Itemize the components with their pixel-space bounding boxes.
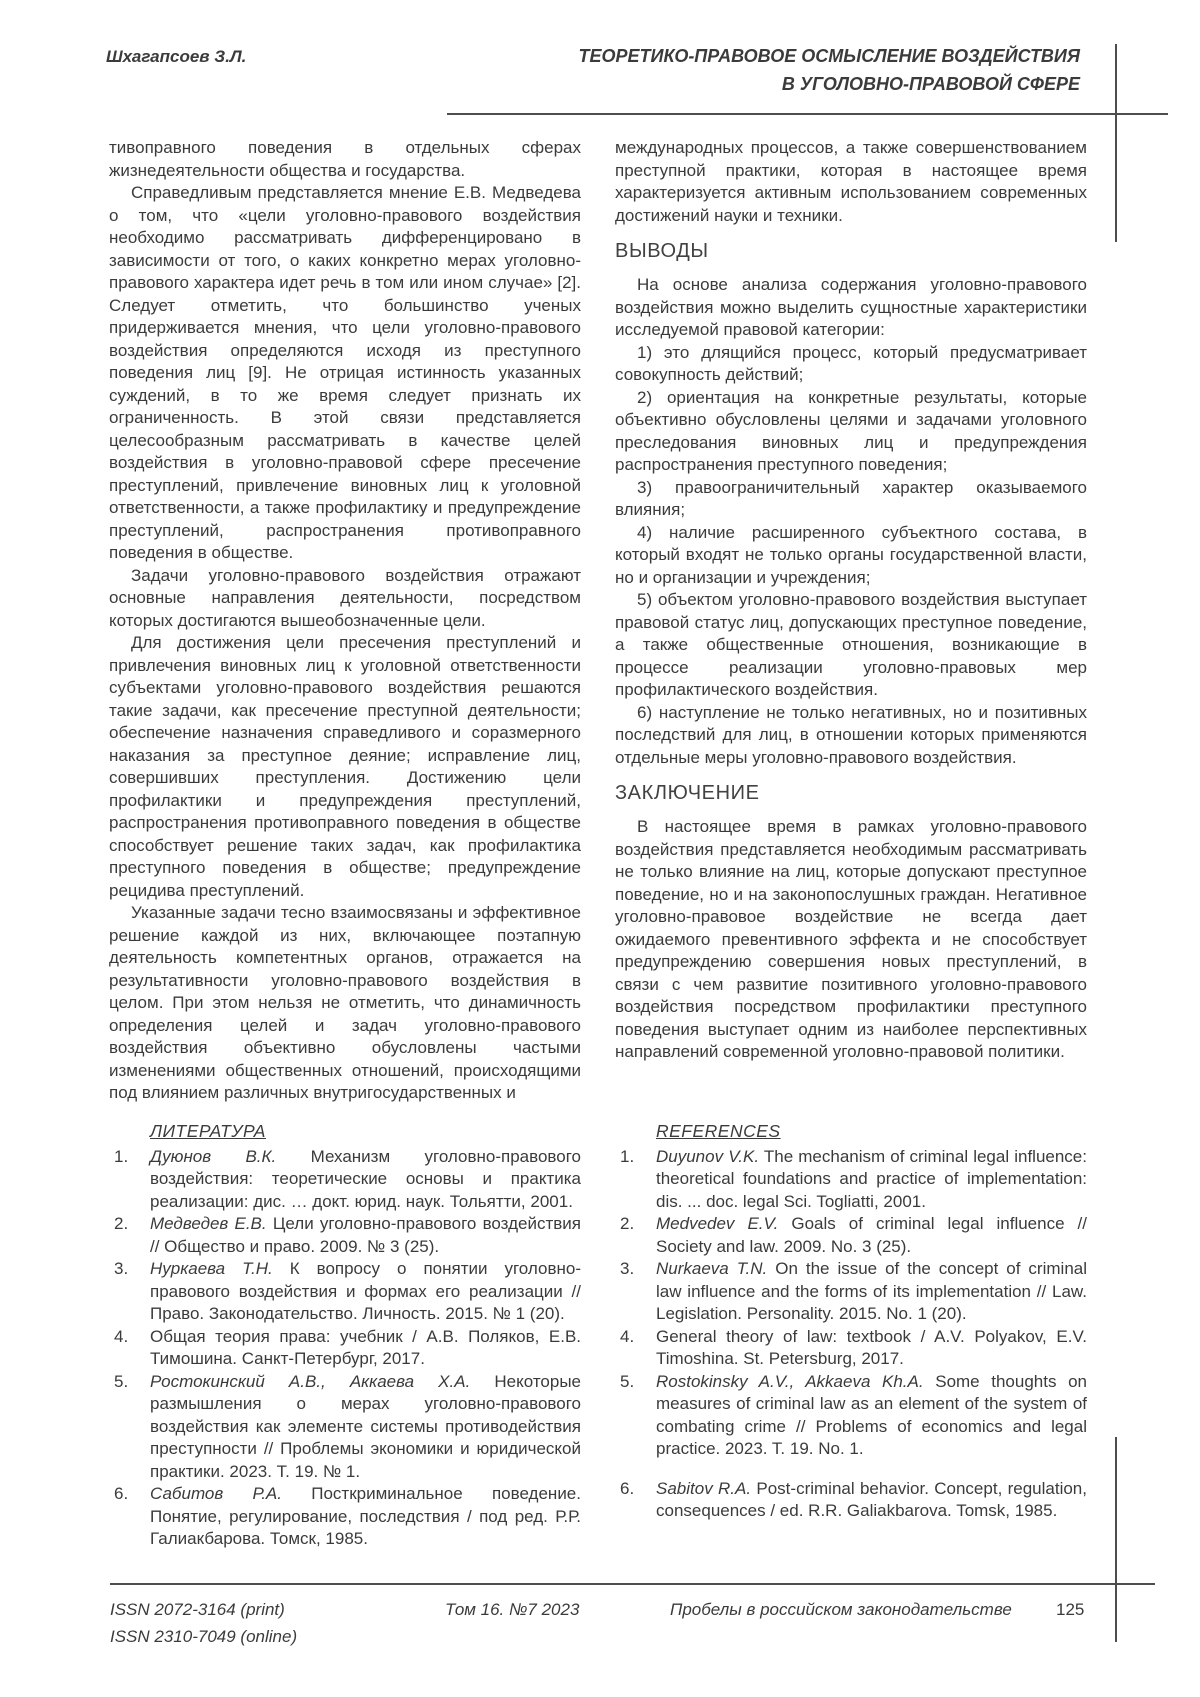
- reference-author: Medvedev E.V.: [656, 1214, 779, 1233]
- list-item: 3) правоограничительный характер оказываемого влияния;: [615, 477, 1087, 519]
- issn-print: ISSN 2072-3164 (print): [110, 1600, 285, 1619]
- footer-issn: [110, 1596, 297, 1650]
- reference-number: 5.: [114, 1371, 129, 1391]
- article-right-column: [615, 137, 1087, 1120]
- reference-text: On the issue of the concept of criminal law influence and the forms of its implementation // Law. Legislation. Personality. 2015. No. 1 (20).: [656, 1259, 1087, 1323]
- reference-text: Общая теория права: учебник / А.В. Поляков, Е.В. Тимошина. Санкт-Петербург, 2017.: [150, 1326, 581, 1368]
- footer-rule: [110, 1583, 1155, 1585]
- reference-author: Rostokinsky A.V., Akkaeva Kh.A.: [656, 1371, 924, 1391]
- list-item: 1) это длящийся процесс, который предусматривает совокупность действий;: [615, 342, 1087, 384]
- margin-mark-bottom: [1115, 1437, 1117, 1642]
- reference-text: Некоторые размышления о мерах уголовно-правового воздействия как элементе системы противодействия преступности // Проблемы экономики и юридической практики. 2023. Т. 19. № 1.: [150, 1371, 582, 1481]
- reference-author: Медведев Е.В.: [150, 1214, 267, 1233]
- reference-number: 5.: [620, 1371, 635, 1391]
- reference-number: 3.: [620, 1259, 635, 1278]
- reference-author: Sabitov R.A.: [656, 1478, 752, 1498]
- header-author: Шхагапсоев З.Л.: [106, 47, 247, 66]
- reference-text: Goals of criminal legal influence // Society and law. 2009. No. 3 (25).: [656, 1214, 1087, 1256]
- reference-item: [109, 1258, 581, 1326]
- reference-number: 4.: [114, 1326, 129, 1346]
- reference-number: 1.: [620, 1146, 635, 1166]
- reference-text: Some thoughts on measures of criminal law as an element of the system of combating crime // Problems of economics and legal practice. 2023. T. 19. No. 1.: [656, 1371, 1087, 1458]
- reference-text: Посткриминальное поведение. Понятие, регулирование, последствия / под ред. Р.Р. Галиакбарова. Томск, 1985.: [150, 1484, 581, 1548]
- reference-item: [615, 1213, 1087, 1258]
- header-title-line1: ТЕОРЕТИКО-ПРАВОВОЕ ОСМЫСЛЕНИЕ ВОЗДЕЙСТВИЯ: [578, 46, 1080, 66]
- paragraph: Для достижения цели пресечения преступлений и привлечения виновных лиц к уголовной ответственности субъектами уголовно-правового воздействия решаются такие задачи, как пресечение преступной деятельности; обеспечение назначения справедливого и соразмерного наказания за преступное деяние; исправление лиц, совершивших преступления. Достижению цели профилактики и предупреждения преступлений, распространения противоправного поведения в обществе способствует решение таких задач, как профилактика преступного поведения в обществе; предупреждение рецидива преступлений.: [109, 633, 581, 900]
- list-item: 5) объектом уголовно-правового воздействия выступает правовой статус лиц, допускающих преступное поведение, а также общественные отношения, возникающие в процессе реализации уголовно-правовых мер профилактического воздействия.: [615, 590, 1087, 699]
- reference-author: Nurkaeva T.N.: [656, 1259, 768, 1278]
- reference-number: 2.: [114, 1214, 129, 1233]
- margin-mark-top: [1115, 44, 1117, 242]
- section-heading-final: ЗАКЛЮЧЕНИЕ: [615, 782, 760, 804]
- list-item: 4) наличие расширенного субъектного состава, в который входят не только органы государственной власти, но и организации и учреждения;: [615, 522, 1087, 587]
- bibliography-ru: [109, 1120, 581, 1551]
- bibliography-en: [615, 1120, 1087, 1523]
- reference-author: Duyunov V.K.: [656, 1146, 760, 1166]
- list-item: 2) ориентация на конкретные результаты, которые объективно обусловлены целями и задачами уголовного преследования виновных лиц и предупреждения распространения преступного поведения;: [615, 387, 1087, 474]
- list-item: 6) наступление не только негативных, но и позитивных последствий для лиц, в отношении которых применяются отдельные меры уголовно-правового воздействия.: [615, 702, 1087, 767]
- reference-text: Механизм уголовно-правового воздействия: теоретические основы и практика реализации: дис. … докт. юрид. наук. Тольятти, 2001.: [150, 1146, 581, 1211]
- journal-name: Пробелы в российском законодательстве: [670, 1600, 1012, 1619]
- reference-number: 6.: [620, 1478, 635, 1498]
- paragraph: Задачи уголовно-правового воздействия отражают основные направления деятельности, посредством которых достигаются вышеобозначенные цели.: [109, 565, 581, 630]
- volume-issue: Том 16. №7 2023: [445, 1600, 580, 1619]
- reference-item: [615, 1326, 1087, 1371]
- reference-number: 6.: [114, 1484, 129, 1503]
- paragraph: В настоящее время в рамках уголовно-правового воздействия представляется необходимым рассматривать не только влияние на лиц, которые допускают преступное поведение, но и на законопослушных граждан. Негативное уголовно-правовое воздействие не всегда дает ожидаемого превентивного эффекта и не способствует предупреждению совершения новых преступлений, в связи с чем развитие позитивного уголовно-правового воздействия посредством профилактики преступного поведения выступает одним из наиболее перспективных направлений современной уголовно-правовой политики.: [615, 817, 1087, 1061]
- reference-item: [109, 1371, 581, 1484]
- page-number: 125: [1056, 1600, 1085, 1619]
- reference-item: [615, 1258, 1087, 1326]
- reference-item: [109, 1326, 581, 1371]
- section-heading-conclusions: ВЫВОДЫ: [615, 240, 709, 262]
- reference-author: Ростокинский А.В., Аккаева Х.А.: [150, 1371, 471, 1391]
- reference-text: Post-criminal behavior. Concept, regulation, consequences / ed. R.R. Galiakbarova. Tomsk, 1985.: [656, 1478, 1087, 1520]
- reference-author: Нуркаева Т.Н.: [150, 1259, 273, 1278]
- paragraph: Справедливым представляется мнение Е.В. Медведева о том, что «цели уголовно-правового воздействия необходимо рассматривать дифференцировано в зависимости от того, о каких конкретно мерах уголовно-правового характера идет речь в том или ином случае» [2]. Следует отметить, что большинство ученых придерживается мнения, что цели уголовно-правового воздействия определяются исходя из преступного поведения лиц [9]. Не отрицая истинность указанных суждений, в то же время следует признать их ограниченность. В этой связи представляется целесообразным рассматривать в качестве целей воздействия в уголовно-правовой сфере пресечение преступлений, привлечение виновных лиц к уголовной ответственности, а также профилактику и предупреждение преступлений, распространения противоправного поведения в обществе.: [109, 183, 581, 562]
- reference-item: [615, 1478, 1087, 1523]
- paragraph: Указанные задачи тесно взаимосвязаны и эффективное решение каждой из них, включающее поэтапную деятельность компетентных органов, отражается на результативности уголовно-правового воздействия в целом. При этом нельзя не отметить, что динамичность определения целей и задач уголовно-правового воздействия объективно обусловлены частыми изменениями общественных отношений, происходящими под влиянием различных внутригосударственных и: [109, 903, 581, 1102]
- reference-text: К вопросу о понятии уголовно-правового воздействия и формах его реализации // Право. Законодательство. Личность. 2015. № 1 (20).: [150, 1259, 581, 1323]
- reference-number: 3.: [114, 1259, 129, 1278]
- reference-text: Цели уголовно-правового воздействия // Общество и право. 2009. № 3 (25).: [150, 1214, 581, 1256]
- reference-text: General theory of law: textbook / A.V. Polyakov, E.V. Timoshina. St. Petersburg, 2017.: [656, 1326, 1087, 1368]
- header-rule: [447, 113, 1168, 115]
- reference-item: [615, 1146, 1087, 1214]
- reference-author: Сабитов Р.А.: [150, 1484, 282, 1503]
- reference-item: [615, 1371, 1087, 1461]
- issn-online: ISSN 2310-7049 (online): [110, 1627, 298, 1646]
- bibliography-title-en: REFERENCES: [656, 1121, 781, 1141]
- reference-number: 2.: [620, 1214, 635, 1233]
- reference-item: [109, 1483, 581, 1551]
- header-title-line2: В УГОЛОВНО-ПРАВОВОЙ СФЕРЕ: [781, 74, 1080, 94]
- paragraph: тивоправного поведения в отдельных сферах жизнедеятельности общества и государства.: [109, 138, 581, 180]
- reference-item: [109, 1213, 581, 1258]
- paragraph: международных процессов, а также совершенствованием преступной практики, которая в настоящее время характеризуется активным использованием современных достижений науки и техники.: [615, 138, 1087, 225]
- reference-author: Дуюнов В.К.: [150, 1146, 277, 1166]
- article-left-column: [109, 137, 581, 1120]
- reference-number: 1.: [114, 1146, 129, 1166]
- bibliography-title-ru: ЛИТЕРАТУРА: [150, 1121, 266, 1141]
- paragraph: На основе анализа содержания уголовно-правового воздействия можно выделить сущностные характеристики исследуемой правовой категории:: [615, 275, 1087, 339]
- reference-item: [109, 1146, 581, 1214]
- header-article-title: [440, 42, 1080, 98]
- reference-number: 4.: [620, 1326, 635, 1346]
- reference-text: The mechanism of criminal legal influence: theoretical foundations and practice of implementation: dis. ... doc. legal Sci. Togliatti, 2001.: [656, 1146, 1087, 1211]
